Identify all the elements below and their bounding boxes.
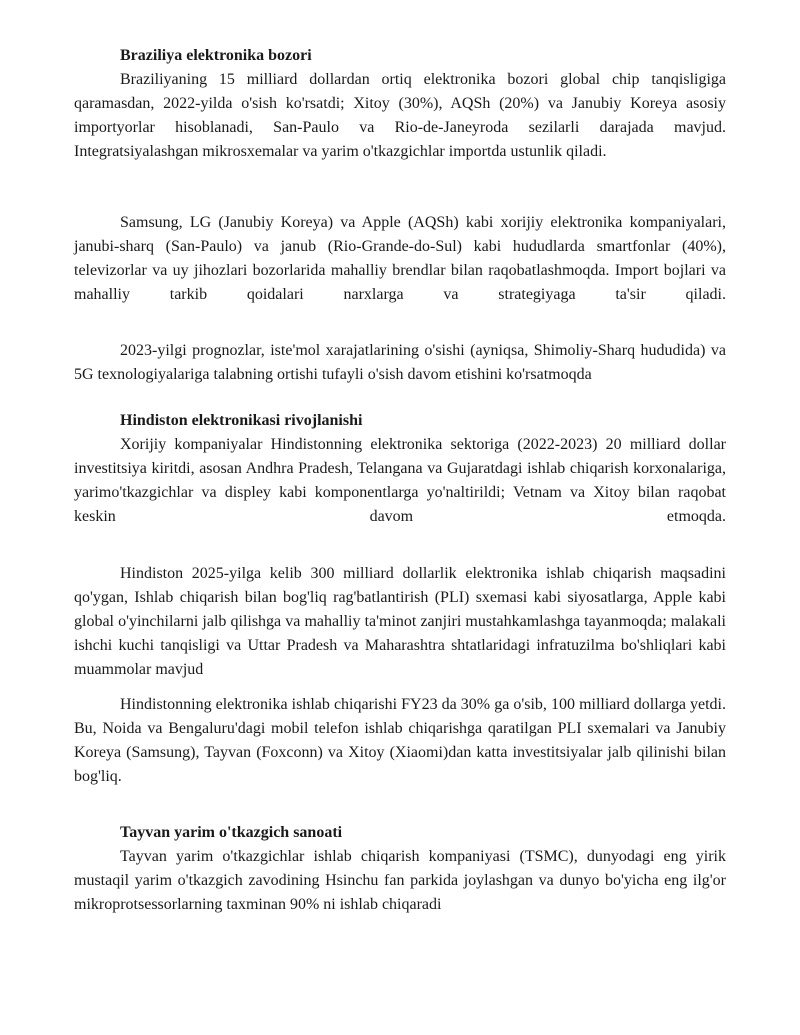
paragraph-brazil-competition: Samsung, LG (Janubiy Koreya) va Apple (AQSh) kabi xorijiy elektronika kompaniyalari, janubi-sharq (San-Paulo) va janub (Rio-Grande-do-Sul) kabi hududlarda smartfonlar (40%), televizorlar va uy jihozlari bozorlarida mahalliy brendlar bilan raqobatlashmoqda. Import bojlari va mahalliy tarkib qoidalari narxlarga va strategiyaga ta'sir qiladi.	[74, 214, 726, 303]
paragraph-brazil-forecast: 2023-yilgi prognozlar, iste'mol xarajatlarining o'sishi (ayniqsa, Shimoliy-Sharq hududida) va 5G texnologiyalariga talabning ortishi tufayli o'sish davom etishini ko'rsatmoqda	[74, 342, 726, 383]
paragraph-india-growth: Hindistonning elektronika ishlab chiqarishi FY23 da 30% ga o'sib, 100 milliard dollarga yetdi. Bu, Noida va Bengaluru'dagi mobil telefon ishlab chiqarishga qaratilgan PLI sxemalari va Janubiy Koreya (Samsung), Tayvan (Foxconn) va Xitoy (Xiaomi)dan katta investitsiyalar jalb qilinishi bilan bog'liq.	[74, 696, 726, 785]
section-heading-brazil: Braziliya elektronika bozori	[120, 47, 312, 64]
section-heading-taiwan: Tayvan yarim o'tkazgich sanoati	[120, 824, 343, 841]
paragraph-india-investment: Xorijiy kompaniyalar Hindistonning elektronika sektoriga (2022-2023) 20 milliard dollar investitsiya kiritdi, asosan Andhra Pradesh, Telangana va Gujaratdagi ishlab chiqarish korxonalariga, yarimo'tkazgichlar va displey kabi komponentlarga yo'naltirildi; Vetnam va Xitoy bilan raqobat keskin davom etmoqda.	[74, 436, 726, 525]
section-heading-india: Hindiston elektronikasi rivojlanishi	[120, 412, 363, 429]
paragraph-taiwan-tsmc: Tayvan yarim o'tkazgichlar ishlab chiqarish kompaniyasi (TSMC), dunyodagi eng yirik mustaqil yarim o'tkazgich zavodining Hsinchu fan parkida joylashgan va dunyo bo'yicha eng ilg'or mikroprotsessorlarning taxminan 90% ni ishlab chiqaradi	[74, 848, 726, 913]
paragraph-india-goals: Hindiston 2025-yilga kelib 300 milliard dollarlik elektronika ishlab chiqarish maqsadini qo'ygan, Ishlab chiqarish bilan bog'liq rag'batlantirish (PLI) sxemasi kabi siyosatlarga, Apple kabi global o'yinchilarni jalb qilishga va mahalliy ta'minot zanjiri mustahkamlashga tayanmoqda; malakali ishchi kuchi tanqisligi va Uttar Pradesh va Maharashtra shtatlaridagi infratuzilma bo'shliqlari kabi muammolar mavjud	[74, 565, 726, 678]
paragraph-brazil-market: Braziliyaning 15 milliard dollardan ortiq elektronika bozori global chip tanqisligiga qaramasdan, 2022-yilda o'sish ko'rsatdi; Xitoy (30%), AQSh (20%) va Janubiy Koreya asosiy importyorlar hisoblanadi, San-Paulo va Rio-de-Janeyroda sezilarli darajada mavjud. Integratsiyalashgan mikrosxemalar va yarim o'tkazgichlar importda ustunlik qiladi.	[74, 71, 726, 160]
